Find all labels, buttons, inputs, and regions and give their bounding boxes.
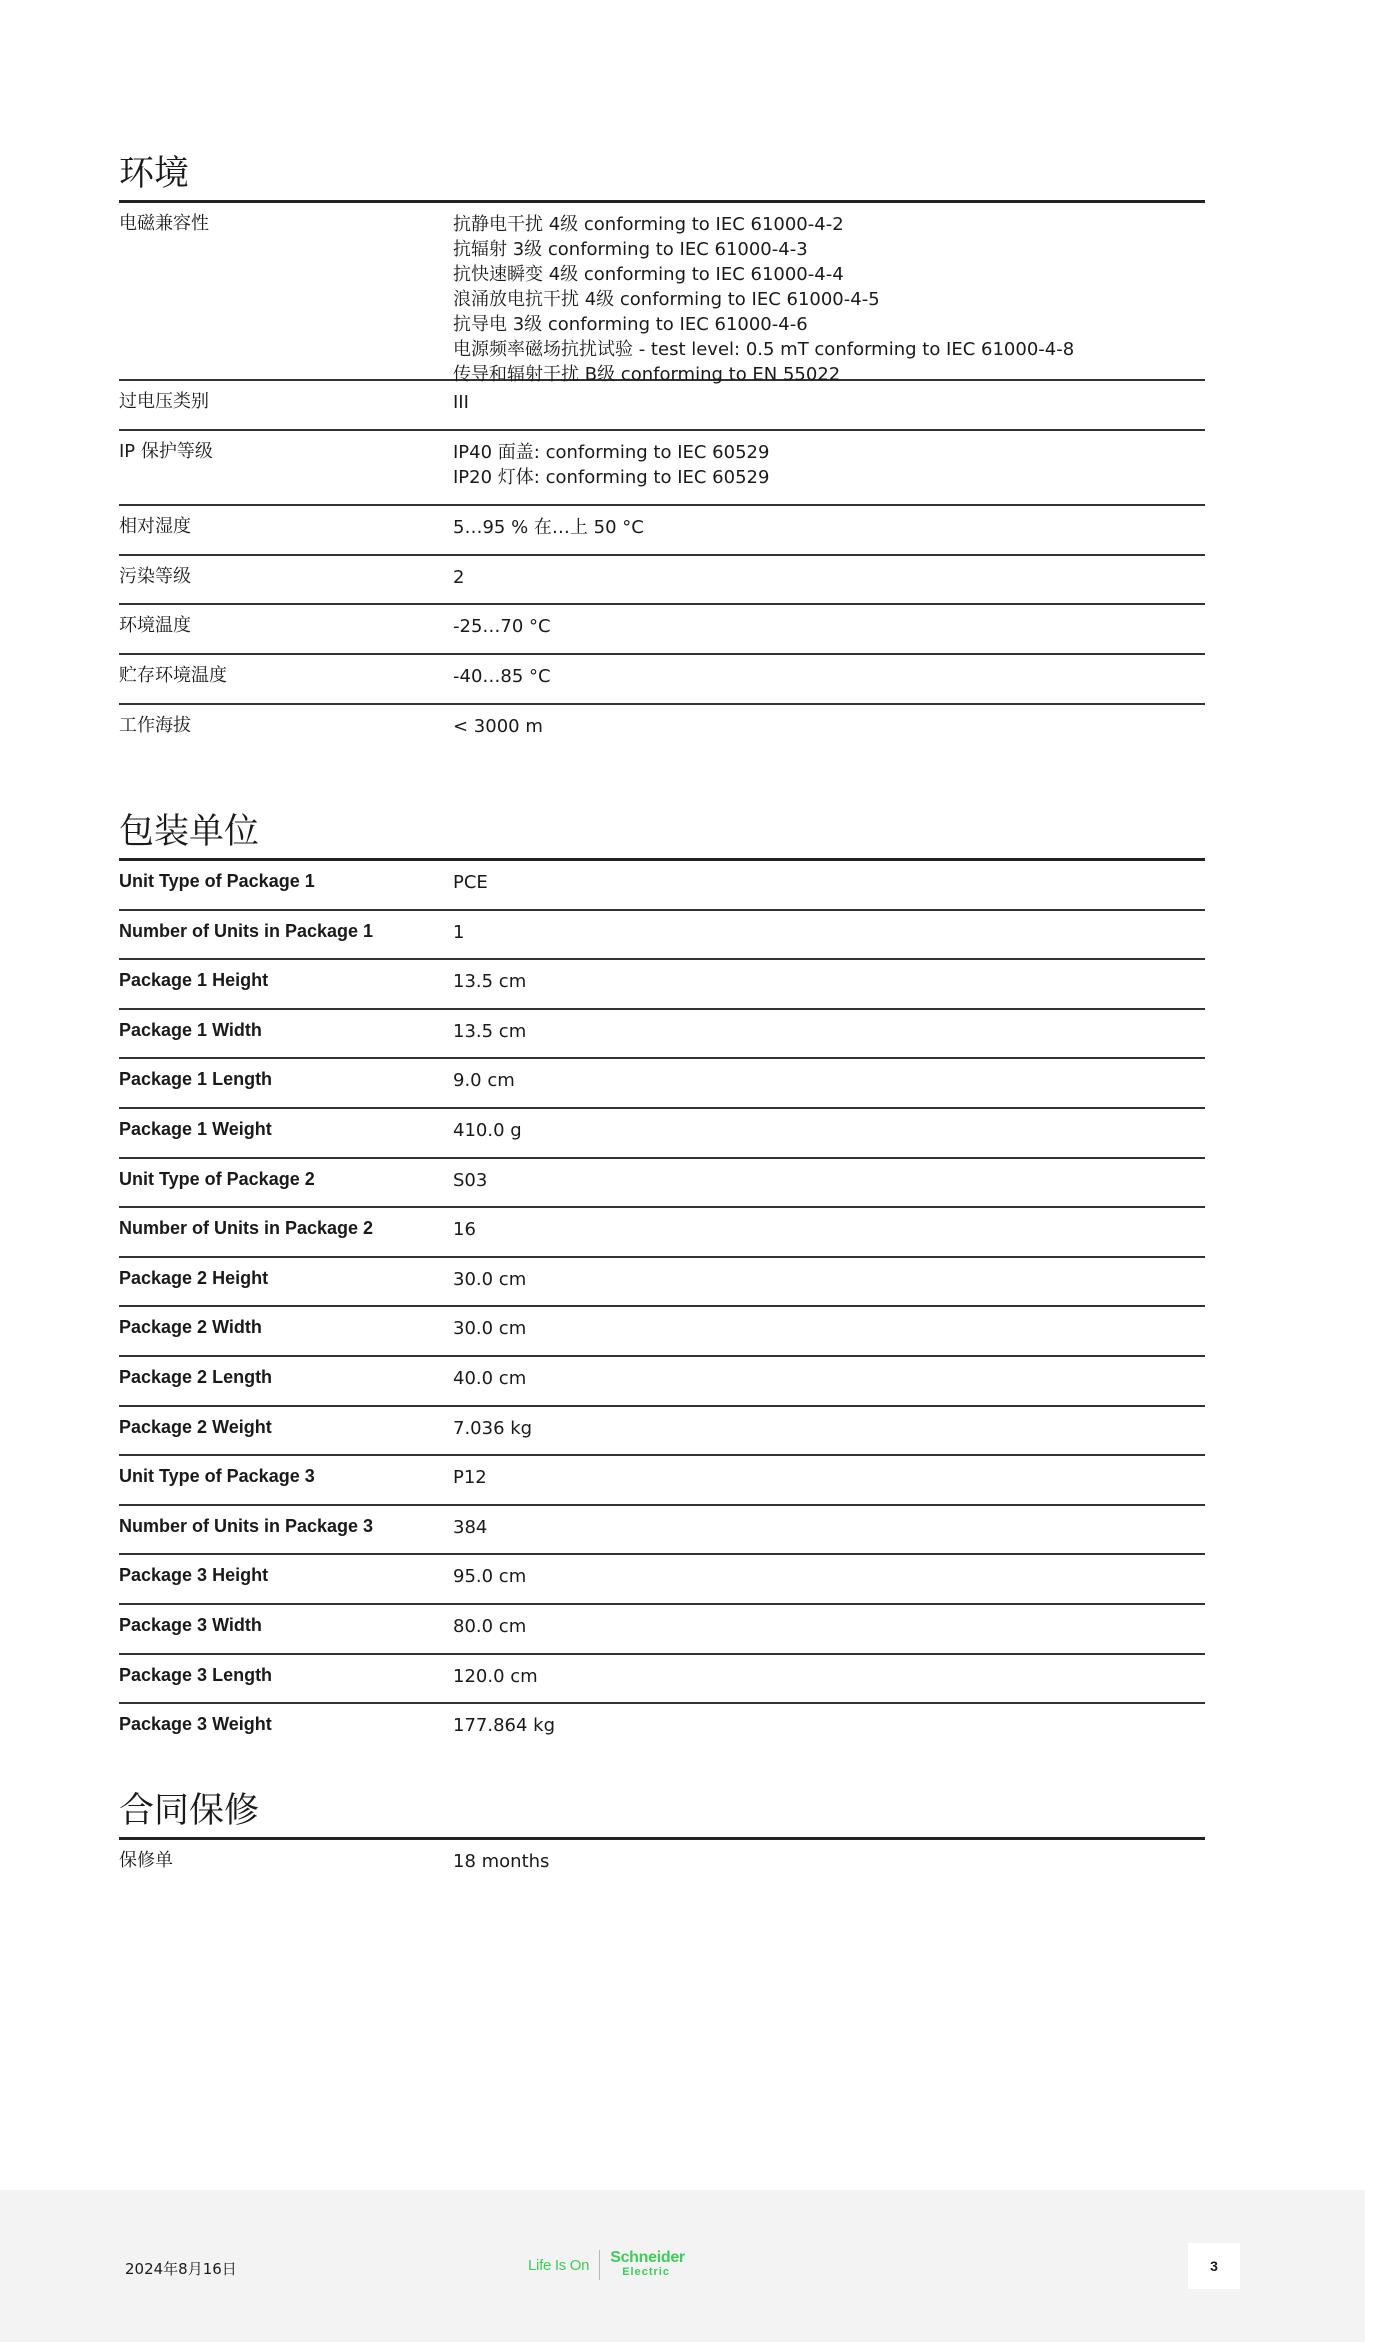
value-line: 抗导电 3级 conforming to IEC 61000-4-6	[453, 314, 808, 335]
brand-divider	[599, 2250, 600, 2280]
row-label: Package 1 Weight	[119, 1118, 272, 1139]
row-value: P12	[453, 1467, 487, 1489]
value-line: -25…70 °C	[453, 616, 551, 637]
environment-table	[119, 203, 1205, 755]
table-row	[119, 960, 1205, 1010]
table-row	[119, 1605, 1205, 1655]
row-label: Package 1 Length	[119, 1069, 273, 1090]
row-value	[453, 655, 1205, 703]
row-value: 30.0 cm	[453, 1268, 527, 1290]
value-line: 浪涌放电抗干扰 4级 conforming to IEC 61000-4-5	[453, 289, 880, 310]
table-row	[119, 1208, 1205, 1258]
table-row	[119, 431, 1205, 506]
row-label: Unit Type of Package 3	[119, 1466, 315, 1487]
row-value: 95.0 cm	[453, 1566, 527, 1588]
row-value	[453, 1840, 1205, 1890]
value-line: III	[453, 392, 469, 413]
row-label: 污染等级	[119, 566, 191, 587]
table-row	[119, 381, 1205, 431]
section-title-warranty: 合同保修	[119, 1789, 1205, 1840]
logo-name: Schneider	[610, 2249, 685, 2266]
row-value: 384	[453, 1516, 488, 1538]
row-label: Package 1 Height	[119, 970, 269, 991]
row-label: 工作海拔	[119, 715, 191, 736]
row-value: 40.0 cm	[453, 1367, 527, 1389]
table-row	[119, 203, 1205, 385]
value-line: 5…95 % 在…上 50 °C	[453, 517, 644, 538]
row-label: Package 3 Height	[119, 1565, 269, 1586]
table-row	[119, 506, 1205, 556]
row-value: 177.864 kg	[453, 1715, 556, 1737]
table-row	[119, 1456, 1205, 1506]
row-value: 1	[453, 921, 465, 943]
row-label: IP 保护等级	[119, 441, 213, 462]
row-label: Package 2 Width	[119, 1317, 262, 1338]
row-value: 120.0 cm	[453, 1665, 538, 1687]
row-label: 保修单	[119, 1850, 173, 1871]
packing-table	[119, 861, 1205, 1754]
section-title-environment: 环境	[119, 152, 1205, 203]
row-value: 13.5 cm	[453, 971, 527, 993]
footer-date: 2024年8月16日	[125, 2260, 237, 2278]
row-label: Package 2 Height	[119, 1267, 269, 1288]
row-value: 16	[453, 1219, 476, 1241]
row-value: 9.0 cm	[453, 1070, 515, 1092]
row-label: Package 3 Weight	[119, 1714, 272, 1735]
table-row	[119, 605, 1205, 655]
value-line: 传导和辐射干扰 B级 conforming to EN 55022	[453, 364, 841, 385]
warranty-section	[119, 1789, 1205, 1890]
value-line: IP40 面盖: conforming to IEC 60529	[453, 442, 770, 463]
row-label: Unit Type of Package 2	[119, 1168, 315, 1189]
row-value: 7.036 kg	[453, 1417, 533, 1439]
section-title-packing: 包装单位	[119, 810, 1205, 861]
row-label: Package 3 Length	[119, 1664, 273, 1685]
value-line: 电源频率磁场抗扰试验 - test level: 0.5 mT conforming to IEC 61000-4-8	[453, 339, 1075, 360]
value-line: 2	[453, 567, 465, 588]
value-line: IP20 灯体: conforming to IEC 60529	[453, 467, 770, 488]
brand-logo	[528, 2250, 685, 2280]
row-label: Unit Type of Package 1	[119, 871, 315, 891]
table-row	[119, 1059, 1205, 1109]
table-row	[119, 1307, 1205, 1357]
row-label: 环境温度	[119, 615, 191, 636]
value-line: 18 months	[453, 1851, 550, 1872]
row-label: 过电压类别	[119, 391, 209, 412]
value-line: -40…85 °C	[453, 666, 551, 687]
page-footer	[0, 2190, 1365, 2342]
table-row	[119, 1506, 1205, 1556]
table-row	[119, 1010, 1205, 1060]
value-line: < 3000 m	[453, 716, 543, 737]
row-label: Number of Units in Package 3	[119, 1515, 374, 1536]
row-label: 贮存环境温度	[119, 665, 227, 686]
table-row	[119, 655, 1205, 705]
table-row	[119, 861, 1205, 911]
row-value: PCE	[453, 872, 488, 893]
row-label: Number of Units in Package 1	[119, 920, 374, 941]
environment-section	[119, 152, 1205, 755]
table-row	[119, 1407, 1205, 1457]
row-label: 相对湿度	[119, 516, 191, 537]
row-value	[453, 431, 1205, 504]
table-row	[119, 1555, 1205, 1605]
table-row	[119, 911, 1205, 961]
row-value	[453, 381, 1205, 429]
table-row	[119, 1357, 1205, 1407]
row-value	[453, 605, 1205, 653]
tagline: Life Is On	[528, 2256, 590, 2274]
row-value	[453, 556, 1205, 603]
table-row	[119, 705, 1205, 755]
row-label: 电磁兼容性	[119, 213, 209, 234]
value-line: 抗快速瞬变 4级 conforming to IEC 61000-4-4	[453, 264, 844, 285]
value-line: 抗辐射 3级 conforming to IEC 61000-4-3	[453, 239, 808, 260]
table-row	[119, 1159, 1205, 1209]
row-value	[453, 705, 1205, 755]
schneider-logo	[610, 2250, 685, 2280]
warranty-table	[119, 1840, 1205, 1890]
page-number: 3	[1188, 2243, 1240, 2289]
row-value: 13.5 cm	[453, 1020, 527, 1042]
packing-section	[119, 810, 1205, 1754]
table-row	[119, 1704, 1205, 1754]
row-label: Package 3 Width	[119, 1614, 262, 1635]
table-row	[119, 1655, 1205, 1705]
table-row	[119, 1258, 1205, 1308]
row-value: 80.0 cm	[453, 1615, 527, 1637]
logo-subtitle: Electric	[622, 2266, 670, 2278]
row-value: S03	[453, 1169, 488, 1191]
row-label: Package 2 Weight	[119, 1416, 272, 1437]
row-value: 30.0 cm	[453, 1318, 527, 1340]
row-label: Package 1 Width	[119, 1019, 262, 1040]
row-label: Number of Units in Package 2	[119, 1218, 374, 1239]
value-line: 抗静电干扰 4级 conforming to IEC 61000-4-2	[453, 214, 844, 235]
row-label: Package 2 Length	[119, 1366, 273, 1387]
table-row	[119, 1109, 1205, 1159]
row-value	[453, 506, 1205, 554]
row-value: 410.0 g	[453, 1119, 522, 1141]
table-row	[119, 1840, 1205, 1890]
table-row	[119, 556, 1205, 605]
row-value	[453, 203, 1205, 385]
